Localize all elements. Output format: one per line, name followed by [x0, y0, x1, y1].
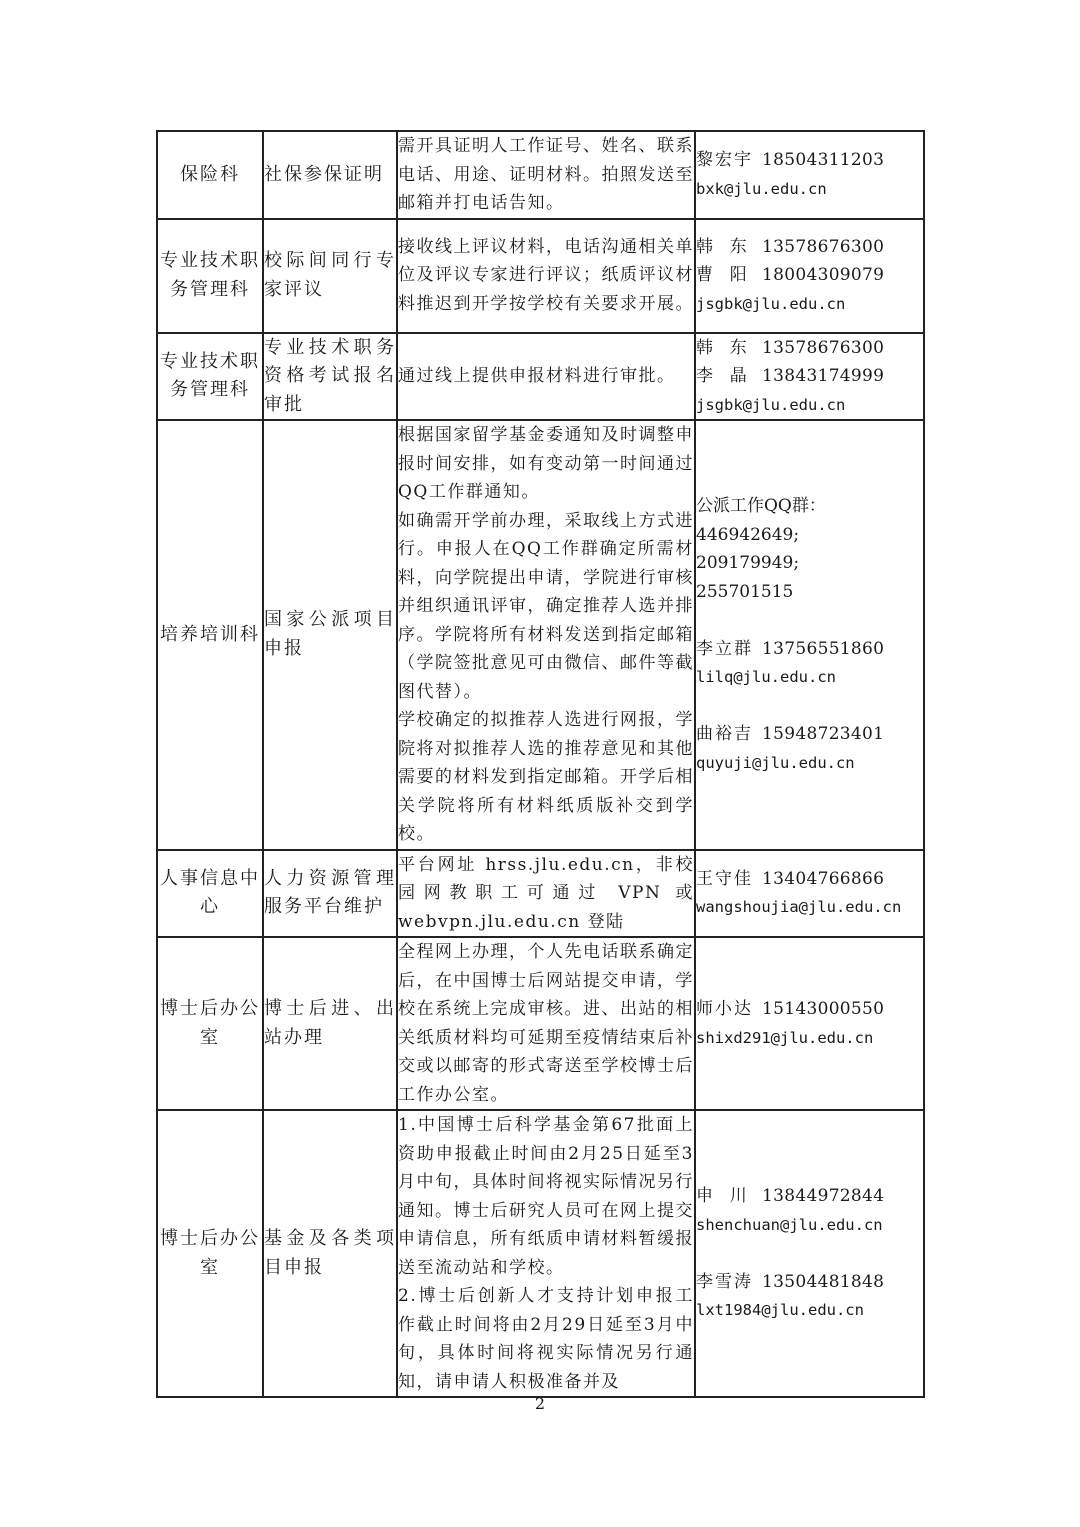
desc-paragraph: 如确需开学前办理，采取线上方式进行。申报人在QQ工作群确定所需材料，向学院提出申请，学院进行审核并组织通讯评审，确定推荐人选并排序。学院将所有材料发送到指定邮箱（学院签批意见可由微信、邮件等截图代替）。	[398, 510, 694, 702]
contact-phone: 13756551860	[762, 638, 885, 659]
contact-cell	[695, 850, 924, 938]
contact-table	[156, 130, 925, 1398]
item-cell: 校际间同行专家评议	[263, 219, 397, 333]
item-cell: 专业技术职务资格考试报名审批	[263, 333, 397, 421]
desc-cell	[397, 420, 695, 850]
contact-email: shenchuan@jlu.edu.cn	[696, 1215, 883, 1234]
contact-cell	[695, 937, 924, 1110]
dept-cell: 保险科	[157, 131, 263, 219]
contact-line	[696, 995, 923, 1024]
contact-line	[696, 146, 923, 175]
item-cell: 人力资源管理服务平台维护	[263, 850, 397, 938]
item-cell: 博士后进、出站办理	[263, 937, 397, 1110]
qq-group-number: 255701515	[696, 581, 794, 602]
contact-line	[696, 362, 923, 391]
table-row	[157, 850, 924, 938]
contact-cell	[695, 1110, 924, 1397]
contact-name: 王守佳	[696, 868, 753, 889]
qq-group-number: 209179949;	[696, 553, 800, 574]
table-row	[157, 937, 924, 1110]
qq-group-number: 446942649;	[696, 524, 800, 545]
contact-email: wangshoujia@jlu.edu.cn	[696, 898, 902, 917]
desc-cell	[397, 219, 695, 333]
contact-phone: 13504481848	[762, 1271, 885, 1292]
contact-email: lilq@jlu.edu.cn	[696, 668, 836, 687]
contact-line	[696, 635, 923, 664]
desc-paragraph: 1.中国博士后科学基金第67批面上资助申报截止时间由2月25日延至3月中旬，具体时间将视实际情况另行通知。博士后研究人员可在网上提交申请信息，所有纸质申请材料暂缓报送至流动站和学校。	[398, 1115, 694, 1278]
qq-group-label: 公派工作QQ群：	[696, 496, 826, 517]
contact-name: 曲裕吉	[696, 724, 753, 745]
contact-name: 李雪涛	[696, 1271, 753, 1292]
contact-email: quyuji@jlu.edu.cn	[696, 753, 855, 772]
contact-line	[696, 1268, 923, 1297]
contact-name: 申 川	[696, 1186, 749, 1207]
contact-email: jsgbk@jlu.edu.cn	[696, 395, 846, 414]
contact-cell	[695, 420, 924, 850]
dept-cell: 专业技术职务管理科	[157, 219, 263, 333]
table-row	[157, 420, 924, 850]
contact-name: 李 晶	[696, 366, 749, 386]
desc-paragraph: 需开具证明人工作证号、姓名、联系电话、用途、证明材料。拍照发送至邮箱并打电话告知。	[398, 136, 694, 213]
contact-line	[696, 261, 923, 290]
contact-name: 师小达	[696, 999, 753, 1019]
contact-name: 黎宏宇	[696, 150, 753, 171]
desc-cell	[397, 850, 695, 938]
contact-cell	[695, 219, 924, 333]
contact-phone: 13844972844	[762, 1186, 885, 1207]
contact-email: shixd291@jlu.edu.cn	[696, 1028, 874, 1047]
contact-email: bxk@jlu.edu.cn	[696, 179, 827, 198]
desc-paragraph: 2.博士后创新人才支持计划申报工作截止时间将由2月29日延至3月中旬，具体时间将视实际情况另行通知，请申请人积极准备并及	[398, 1286, 694, 1392]
contact-cell	[695, 333, 924, 421]
dept-cell: 博士后办公室	[157, 1110, 263, 1397]
contact-name: 韩 东	[696, 236, 749, 257]
desc-paragraph: 根据国家留学基金委通知及时调整申报时间安排，如有变动第一时间通过QQ工作群通知。	[398, 425, 694, 502]
contact-line	[696, 1182, 923, 1211]
item-cell: 国家公派项目申报	[263, 420, 397, 850]
desc-paragraph: 全程网上办理，个人先电话联系确定后，在中国博士后网站提交申请，学校在系统上完成审核。进、出站的相关纸质材料均可延期至疫情结束后补交或以邮寄的形式寄送至学校博士后工作办公室。	[398, 942, 694, 1105]
contact-name: 李立群	[696, 638, 753, 659]
desc-paragraph: 学校确定的拟推荐人选进行网报，学院将对拟推荐人选的推荐意见和其他需要的材料发到指定邮箱。开学后相关学院将所有材料纸质版补交到学校。	[398, 710, 694, 844]
contact-phone: 13404766866	[762, 868, 885, 889]
table-row	[157, 219, 924, 333]
dept-cell: 人事信息中心	[157, 850, 263, 938]
dept-cell: 博士后办公室	[157, 937, 263, 1110]
item-cell: 基金及各类项目申报	[263, 1110, 397, 1397]
desc-paragraph: 平台网址 hrss.jlu.edu.cn，非校园网教职工可通过 VPN 或 webvpn.jlu.edu.cn 登陆	[398, 854, 694, 932]
item-cell: 社保参保证明	[263, 131, 397, 219]
dept-cell: 专业技术职务管理科	[157, 333, 263, 421]
dept-cell: 培养培训科	[157, 420, 263, 850]
desc-cell	[397, 937, 695, 1110]
table-row	[157, 131, 924, 219]
contact-phone: 15143000550	[762, 999, 885, 1019]
desc-cell	[397, 131, 695, 219]
contact-email: lxt1984@jlu.edu.cn	[696, 1301, 864, 1320]
contact-name: 韩 东	[696, 337, 749, 358]
contact-email: jsgbk@jlu.edu.cn	[696, 294, 846, 313]
contact-line	[696, 233, 923, 262]
contact-phone: 15948723401	[762, 724, 885, 745]
contact-name: 曹 阳	[696, 265, 749, 286]
desc-cell	[397, 1110, 695, 1397]
contact-phone: 13578676300	[762, 337, 885, 358]
contact-cell	[695, 131, 924, 219]
desc-paragraph: 接收线上评议材料，电话沟通相关单位及评议专家进行评议；纸质评议材料推迟到开学按学校有关要求开展。	[398, 236, 694, 314]
desc-cell	[397, 333, 695, 421]
contact-phone: 13578676300	[762, 236, 885, 257]
contact-line	[696, 865, 923, 894]
desc-paragraph: 通过线上提供申报材料进行审批。	[398, 366, 676, 386]
page-number: 2	[534, 1394, 546, 1413]
contact-phone: 18504311203	[762, 150, 885, 171]
contact-line	[696, 720, 923, 749]
contact-phone: 18004309079	[762, 265, 885, 286]
contact-phone: 13843174999	[762, 366, 885, 386]
table-row	[157, 1110, 924, 1397]
table-row	[157, 333, 924, 421]
contact-line	[696, 334, 923, 363]
